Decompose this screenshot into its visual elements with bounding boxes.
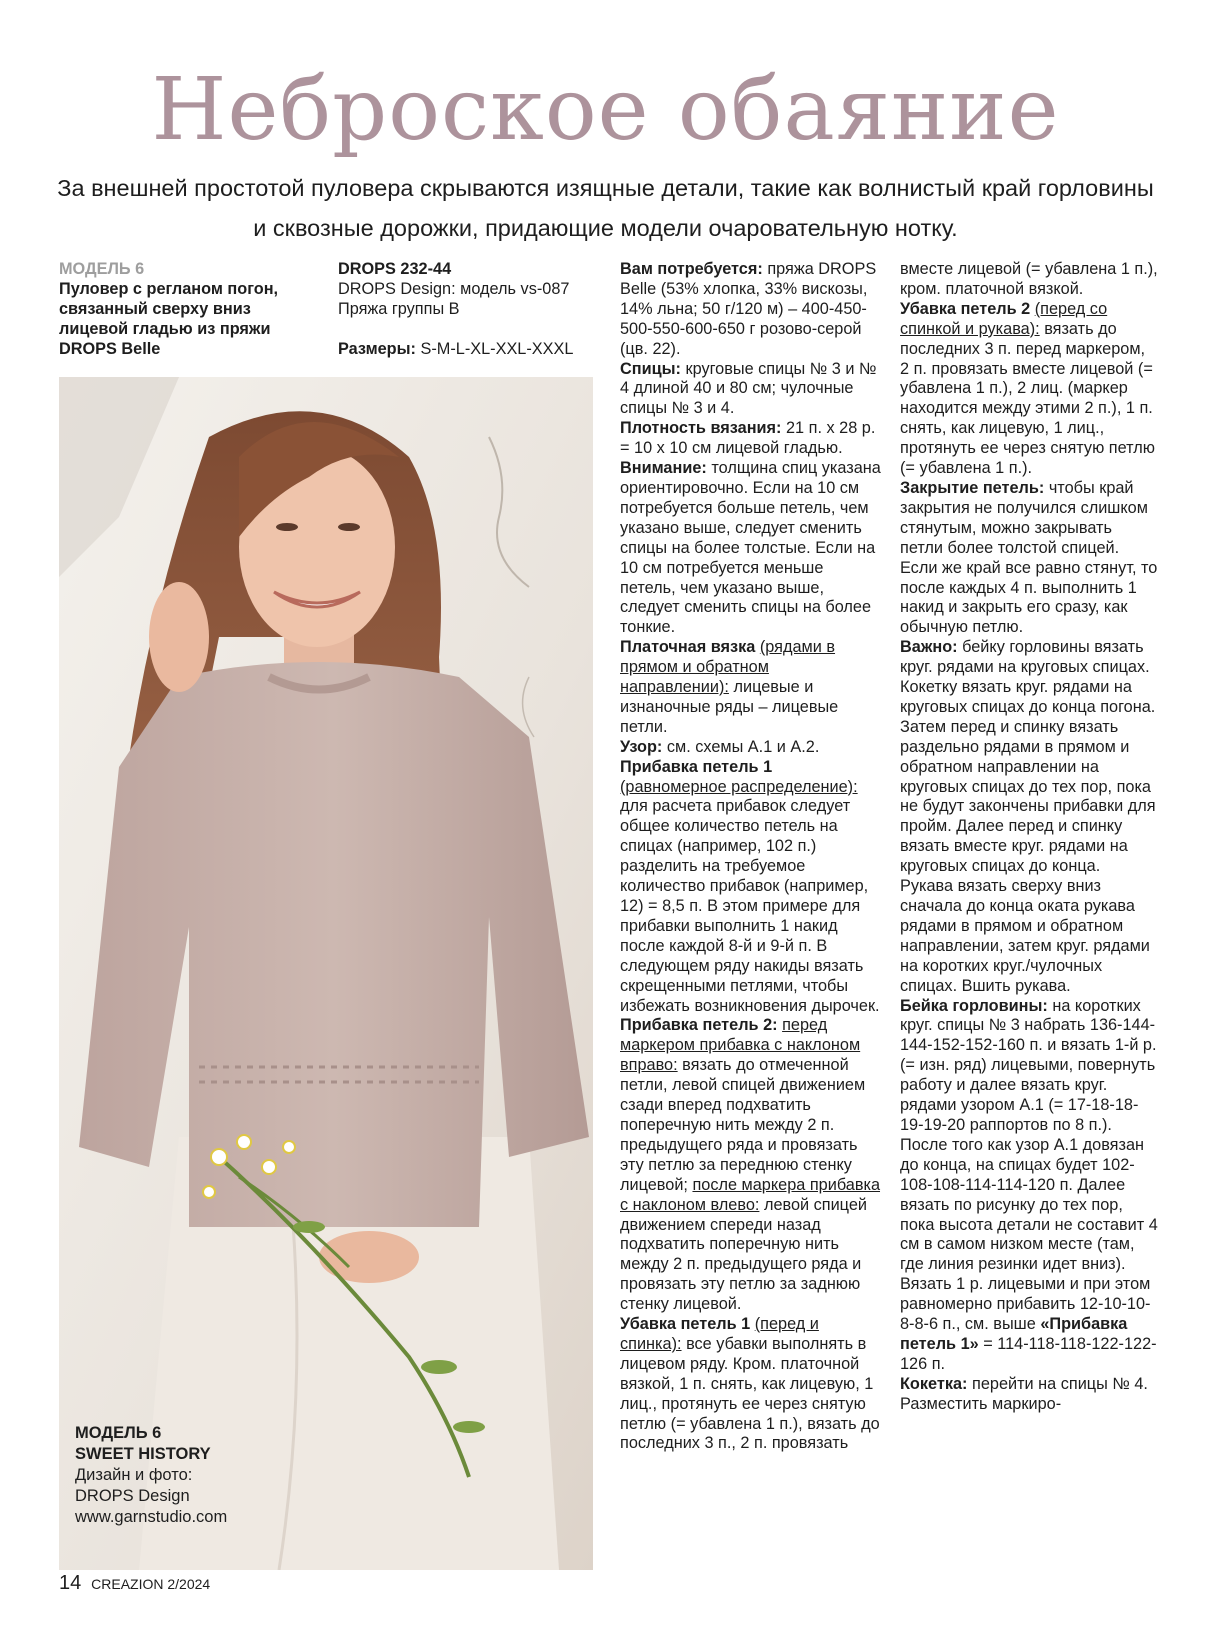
needles-label: Спицы: (620, 359, 681, 378)
attention-text: толщина спиц указана ориентировочно. Если на 10 см потребуется больше петель, чем указано выше, следует сменить спицы на более толстые. Если на 10 см потребуется меньше петель, чем указано выше, следует сменить спицы на более тонкие. (620, 459, 881, 637)
needles-paragraph (620, 360, 882, 420)
intro-column (59, 260, 309, 360)
yoke-note: Кокетку вязать круг. рядами на круговых спицах до конца погона. (900, 678, 1156, 716)
inc1-text: для расчета прибавок следует общее количество петель на спицах (например, 102 п.) разделить на требуемое количество прибавок (например, 12) = 8,5 п. В этом примере для прибавки выполнить 1 накид после каждой 8-й и 9-й п. В следующем ряду накиды вязать скрещенными петлями, чтобы избежать возникновения дырочек. (620, 797, 880, 1015)
density-text: 21 п. х 28 р. = 10 х 10 см лицевой гладью. (620, 419, 876, 458)
dec1-paragraph (620, 1315, 882, 1454)
page-number: 14 (59, 1572, 82, 1594)
yarn-group: Пряжа группы B (338, 299, 460, 318)
inc2-note-left: после маркера прибавка с наклоном влево: (620, 1175, 881, 1214)
model-description: Пуловер с регланом погон, связанный сверху вниз лицевой гладью из пряжи DROPS Belle (59, 279, 279, 358)
dec2-note: (перед со спинкой и рукава): (900, 299, 1108, 338)
issue-label: CREAZION 2/2024 (91, 1576, 211, 1592)
yoke-paragraph (900, 1375, 1158, 1415)
dec2-text: вязать до последних 3 п. перед маркером, 2 п. провязать вместе лицевой (= убавлена 1 п.), 2 лиц. (маркер находится между этими 2 п.), 1 п. снять, как лицевую, 1 лиц., протянуть ее через снятую петлю (= убавлена 1 п.). (900, 319, 1155, 478)
inc1-note: (равномерное распределение): (620, 777, 858, 796)
body-note: Затем перед и спинку вязать раздельно рядами в прямом и обратном направлении на круговых спицах до тех пор, пока не будут закончены прибавки для пройм. Далее перед и спинку вязать вместе круг. рядами на круговых спицах до конца. (900, 717, 1156, 876)
inc1-paragraph (620, 758, 882, 1017)
dec1-note: (перед и спинка): (620, 1315, 819, 1353)
neck-text: на коротких круг. спицы № 3 набрать 136-144-144-152-152-160 п. и вязать 1-й р. (= изн. ряд) лицевыми, повернуть работу и далее вязать круг. рядами узором A.1 (= 17-18-18-19-19-20 раппортов по 8 п.). (900, 996, 1157, 1134)
inc2-paragraph (620, 1016, 882, 1315)
instructions-column-2 (900, 260, 1158, 1415)
sleeve-note: Рукава вязать сверху вниз сначала до конца оката рукава рядами в прямом и обратном направлении, затем круг. рядами на коротких круг./чулочных спицах. Вшить рукава. (900, 877, 1150, 995)
yoke-label: Кокетка: (900, 1374, 968, 1393)
sizes-label: Размеры: (338, 339, 416, 358)
caption-model: МОДЕЛЬ 6 (75, 1424, 162, 1442)
garter-note: (рядами в прямом и обратном направлении): (620, 638, 836, 697)
inc2-label: Прибавка петель 2: (620, 1016, 778, 1035)
dec2-label: Убавка петель 2 (900, 299, 1031, 318)
neck-paragraph (900, 997, 1158, 1136)
yoke-text: перейти на спицы № 4. Разместить маркиро- (900, 1374, 1148, 1413)
inc2-text-right: вязать до отмеченной петли, левой спицей движением сзади вперед подхватить поперечную нить между 2 п. предыдущего ряда и провязать эту петлю за переднюю стенку лицевой; (620, 1056, 866, 1194)
dec2-paragraph (900, 300, 1158, 479)
instructions-column-1 (620, 260, 882, 1454)
needs-label: Вам потребуется: (620, 260, 763, 278)
bindoff-label: Закрытие петель: (900, 478, 1045, 497)
important-label: Важно: (900, 638, 958, 657)
row-paragraph (900, 1275, 1158, 1375)
sizes-value: S-M-L-XL-XXL-XXXL (420, 339, 574, 358)
attention-label: Внимание: (620, 459, 707, 478)
density-paragraph (620, 419, 882, 459)
page-subtitle: За внешней простотой пуловера скрываются изящные детали, такие как волнистый край горловины и сквозные дорожки, придающие модели очаровательную нотку. (57, 175, 1154, 241)
page-footer (59, 1573, 210, 1594)
page-title: Неброское обаяние (151, 60, 1060, 160)
inc-ref: «Прибавка петель 1» (900, 1315, 1128, 1353)
neck-label: Бейка горловины: (900, 996, 1048, 1015)
caption-credit: Дизайн и фото: (75, 1466, 193, 1484)
needs-text: пряжа DROPS Belle (53% хлопка, 33% вискозы, 14% льна; 50 г/120 м) – 400-450-500-550-600-650 г розово-серой (цв. 22). (620, 260, 877, 358)
pattern-text: см. схемы A.1 и A.2. (666, 737, 820, 756)
inc1-label: Прибавка петель 1 (620, 757, 773, 776)
attention-paragraph (620, 459, 882, 638)
needles-text: круговые спицы № 3 и № 4 длиной 40 и 80 см; чулочные спицы № 3 и 4. (620, 359, 877, 418)
dec1-label: Убавка петель 1 (620, 1315, 751, 1334)
design-line: DROPS Design: модель vs-087 (338, 279, 570, 298)
important-paragraph (900, 638, 1158, 678)
bindoff-text: чтобы край закрытия не получился слишком стянутым, можно закрывать петли более толстой спицей. Если же край все равно стянут, то после каждых 4 п. выполнить 1 накид и закрыть его сразу, как обычную петлю. (900, 478, 1158, 637)
spec-column (338, 260, 593, 360)
photo-caption (75, 1423, 325, 1528)
inc-ref-text: = 114-118-118-122-122-126 п. (900, 1334, 1157, 1373)
after-a1-note: После того как узор A.1 довязан до конца, на спицах будет 102-108-108-114-114-120 п. Далее вязать по рисунку до тех пор, пока высота детали не составит 4 см в самом низком месте (там, где линия резинки идет вниз). (900, 1135, 1158, 1274)
garter-paragraph (620, 638, 882, 738)
caption-company: DROPS Design (75, 1487, 190, 1505)
bindoff-paragraph (900, 479, 1158, 638)
pattern-paragraph (620, 738, 882, 758)
pattern-label: Узор: (620, 737, 663, 756)
important-text: бейку горловины вязать круг. рядами на круговых спицах. (900, 638, 1150, 677)
row-note: Вязать 1 р. лицевыми и при этом равномерно прибавить 12-10-10-8-8-6 п., см. выше (900, 1275, 1151, 1334)
sizes-line (338, 340, 593, 360)
needs-paragraph (620, 260, 882, 360)
dec1-text: все убавки выполнять в лицевом ряду. Кром. платочной вязкой, 1 п. снять, как лицевую, 1 лиц., протянуть ее через снятую петлю (= убавлена 1 п.), вязать до последних 3 п., 2 п. провязать (620, 1334, 880, 1453)
inc2-text-left: левой спицей движением спереди назад подхватить поперечную нить между 2 п. предыдущего ряда и провязать эту петлю за заднюю стенку лицевой. (620, 1195, 867, 1314)
inc2-note-right: перед маркером прибавка с наклоном вправо: (620, 1016, 861, 1075)
caption-name: SWEET HISTORY (75, 1445, 211, 1463)
dec1-continued: вместе лицевой (= убавлена 1 п.), кром. платочной вязкой. (900, 260, 1158, 298)
caption-site: www.garnstudio.com (75, 1508, 228, 1526)
pattern-code: DROPS 232-44 (338, 260, 452, 278)
garter-text: лицевые и изнаночные ряды – лицевые петли. (620, 678, 839, 736)
model-label: МОДЕЛЬ 6 (59, 260, 145, 278)
garter-label: Платочная вязка (620, 638, 756, 657)
density-label: Плотность вязания: (620, 419, 782, 438)
model-photo (59, 377, 593, 1570)
